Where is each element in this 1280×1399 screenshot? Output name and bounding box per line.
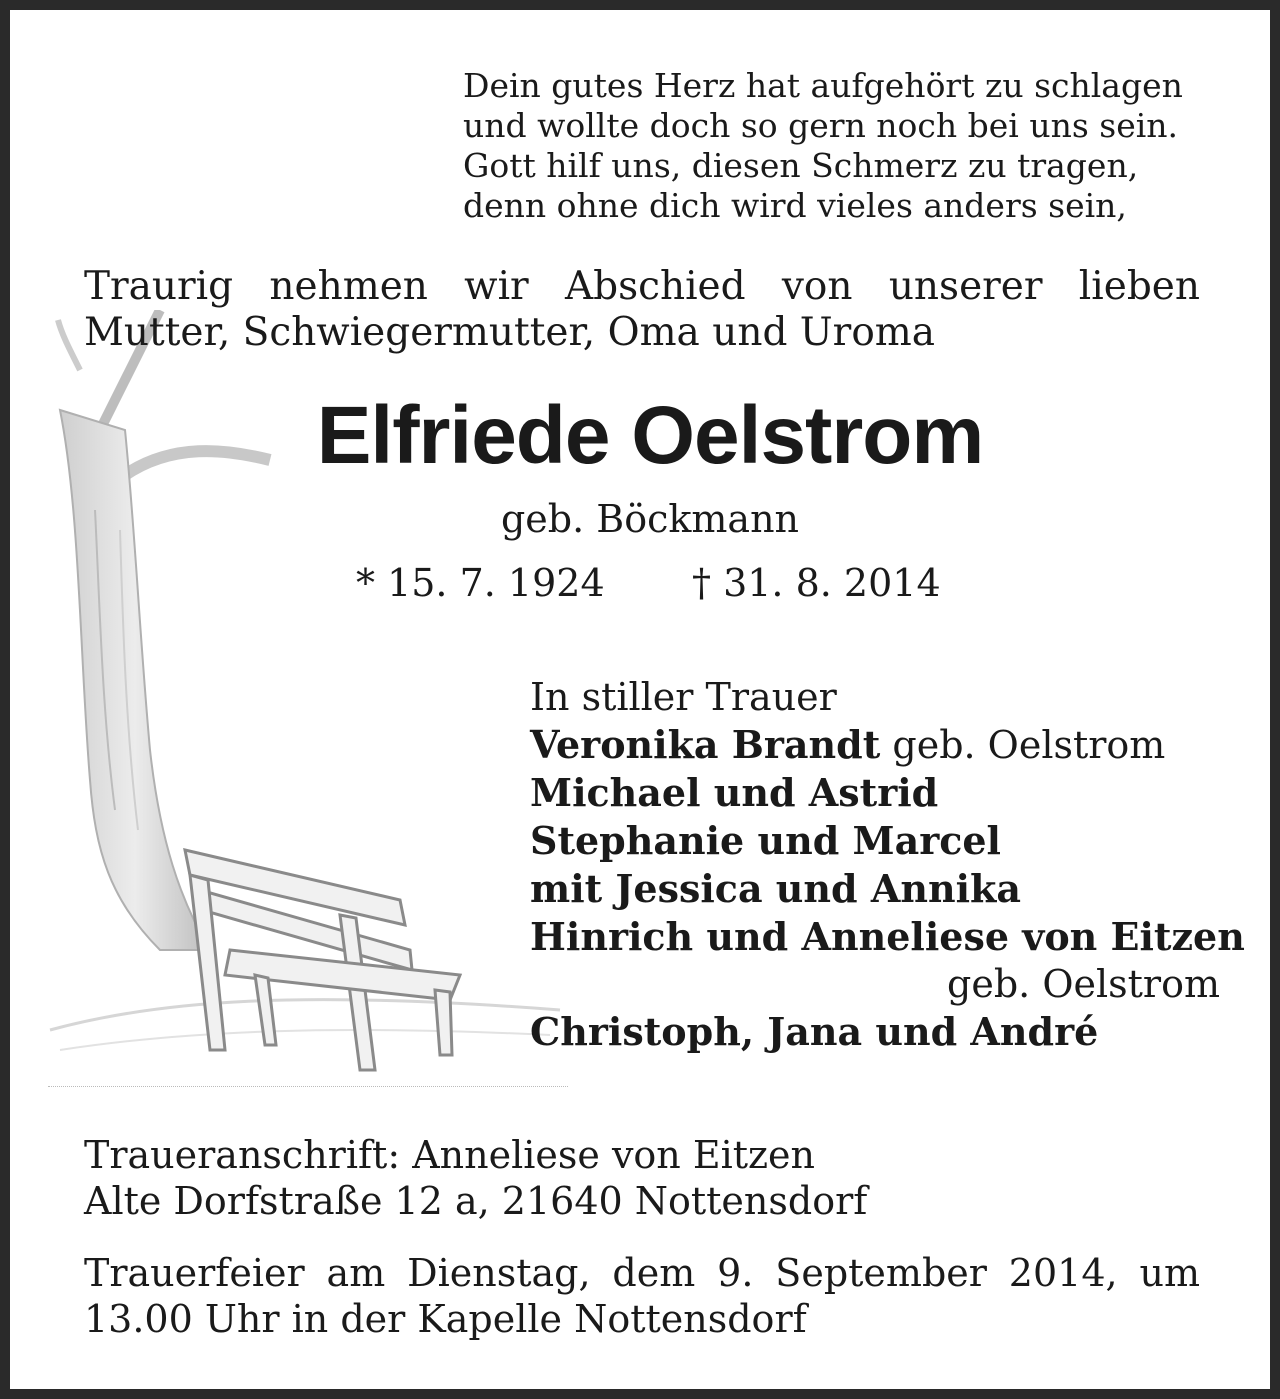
death-date: † 31. 8. 2014 [692, 561, 941, 605]
mourner-row [530, 817, 1220, 865]
mourner-name: Hinrich und Anneliese von Eitzen [530, 914, 1245, 959]
mourner-name: mit Jessica und Annika [530, 866, 1021, 911]
deceased-name: Elfriede Oelstrom [316, 390, 984, 481]
mourner-note: geb. Oelstrom [947, 962, 1220, 1006]
mourner-row [530, 721, 1220, 769]
poem-line: Gott hilf uns, diesen Schmerz zu tragen, [463, 146, 1139, 185]
address-line-1: Traueranschrift: Anneliese von Eitzen [84, 1133, 815, 1177]
intro-line-1: Traurig nehmen wir Abschied von unserer lieben [84, 264, 1200, 309]
funeral-line-2: 13.00 Uhr in der Kapelle Nottensdorf [84, 1297, 807, 1341]
mourner-note: geb. Oelstrom [880, 723, 1166, 767]
mourner-name: Christoph, Jana und André [530, 1009, 1099, 1054]
funeral-info [84, 1250, 1200, 1342]
intro-text [84, 264, 1200, 356]
mourner-name: Stephanie und Marcel [530, 818, 1001, 863]
mourning-address [84, 1132, 1200, 1224]
poem [463, 66, 1223, 226]
address-line-2: Alte Dorfstraße 12 a, 21640 Nottensdorf [84, 1179, 868, 1223]
mourner-name: Michael und Astrid [530, 770, 939, 815]
poem-line: denn ohne dich wird vieles anders sein, [463, 186, 1127, 225]
poem-line: und wollte doch so gern noch bei uns sein. [463, 106, 1179, 145]
mourner-note-row [530, 961, 1220, 1008]
mourner-row [530, 913, 1245, 961]
mourners-heading: In stiller Trauer [530, 675, 837, 719]
divider [48, 1086, 568, 1087]
mourner-row [530, 769, 1220, 817]
mourners-block [530, 674, 1245, 1056]
mourner-row [530, 1008, 1220, 1056]
poem-line: Dein gutes Herz hat aufgehört zu schlagen [463, 66, 1183, 105]
intro-line-2: Mutter, Schwiegermutter, Oma und Uroma [84, 310, 936, 355]
birth-date: * 15. 7. 1924 [356, 561, 605, 605]
mourner-row [530, 865, 1220, 913]
funeral-line-1: Trauerfeier am Dienstag, dem 9. September 2014, um [84, 1251, 1200, 1295]
maiden-name: geb. Böckmann [500, 497, 800, 541]
mourner-name: Veronika Brandt [530, 722, 881, 767]
